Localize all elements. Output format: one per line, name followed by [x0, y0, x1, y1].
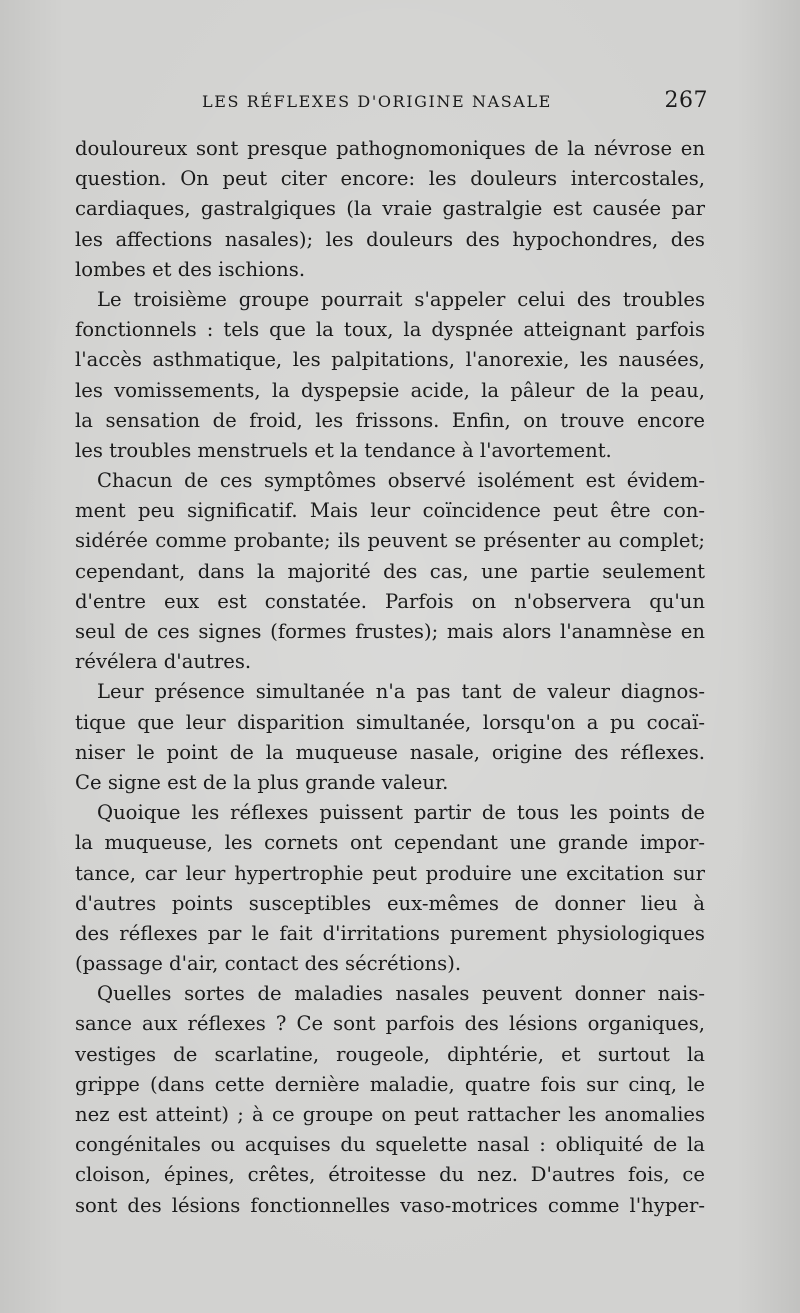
text-line: fonctionnels : tels que la toux, la dyspnée atteignant parfois [75, 318, 705, 342]
text-line: grippe (dans cette dernière maladie, quatre fois sur cinq, le [75, 1072, 705, 1096]
text-line: tique que leur disparition simultanée, lorsqu'on a pu cocaï- [75, 710, 705, 734]
running-title: LES RÉFLEXES D'ORIGINE NASALE [202, 92, 552, 111]
text-line: seul de ces signes (formes frustes); mais alors l'anamnèse en [75, 620, 705, 643]
text-line: nez est atteint) ; à ce groupe on peut rattacher les anomalies [75, 1103, 705, 1126]
text-line: les vomissements, la dyspepsie acide, la pâleur de la peau, [75, 378, 705, 402]
text-line: tance, car leur hypertrophie peut produire une excitation sur [75, 861, 705, 885]
text-line: la muqueuse, les cornets ont cependant une grande impor- [75, 831, 705, 855]
text-line: congénitales ou acquises du squelette nasal : obliquité de la [75, 1133, 705, 1157]
text-line: lombes et des ischions. [75, 257, 306, 281]
text-line: sont des lésions fonctionnelles vaso-motrices comme l'hyper- [75, 1193, 705, 1217]
text-line: cependant, dans la majorité des cas, une partie seulement [75, 559, 705, 583]
text-line: sidérée comme probante; ils peuvent se présenter au complet; [75, 529, 705, 553]
text-line: Chacun de ces symptômes observé isolément est évidem- [97, 469, 705, 493]
text-line: révélera d'autres. [75, 650, 252, 674]
text-line: les troubles menstruels et la tendance à l'avortement. [75, 438, 612, 462]
text-line: Quelles sortes de maladies nasales peuvent donner nais- [97, 982, 705, 1006]
text-line: douloureux sont presque pathognomoniques de la névrose en [75, 137, 705, 160]
text-line: sance aux réflexes ? Ce sont parfois des lésions organiques, [75, 1012, 705, 1036]
text-line: niser le point de la muqueuse nasale, origine des réflexes. [75, 740, 705, 764]
page-number: 267 [664, 88, 708, 113]
text-line: ment peu significatif. Mais leur coïncidence peut être con- [75, 499, 705, 523]
text-line: Leur présence simultanée n'a pas tant de valeur diagnos- [97, 680, 705, 704]
text-line: la sensation de froid, les frissons. Enfin, on trouve encore [75, 408, 705, 432]
text-line: Le troisième groupe pourrait s'appeler celui des troubles [97, 287, 705, 311]
text-line: des réflexes par le fait d'irritations purement physiologiques [75, 921, 705, 945]
text-line: cloison, épines, crêtes, étroitesse du nez. D'autres fois, ce [75, 1163, 705, 1187]
running-head [72, 88, 708, 122]
body-text [75, 134, 705, 1221]
text-line: (passage d'air, contact des sécrétions). [75, 952, 462, 976]
text-line: cardiaques, gastralgiques (la vraie gastralgie est causée par [75, 197, 705, 221]
text-line: l'accès asthmatique, les palpitations, l'anorexie, les nausées, [75, 348, 705, 372]
text-line: d'autres points susceptibles eux-mêmes de donner lieu à [75, 891, 705, 915]
text-line: Ce signe est de la plus grande valeur. [75, 770, 449, 794]
text-line: d'entre eux est constatée. Parfois on n'observera qu'un [75, 589, 705, 613]
text-line: question. On peut citer encore: les douleurs intercostales, [75, 167, 705, 191]
text-line: les affections nasales); les douleurs des hypochondres, des [75, 227, 705, 251]
text-line: Quoique les réflexes puissent partir de tous les points de [97, 801, 705, 825]
text-line: vestiges de scarlatine, rougeole, diphtérie, et surtout la [75, 1042, 705, 1066]
